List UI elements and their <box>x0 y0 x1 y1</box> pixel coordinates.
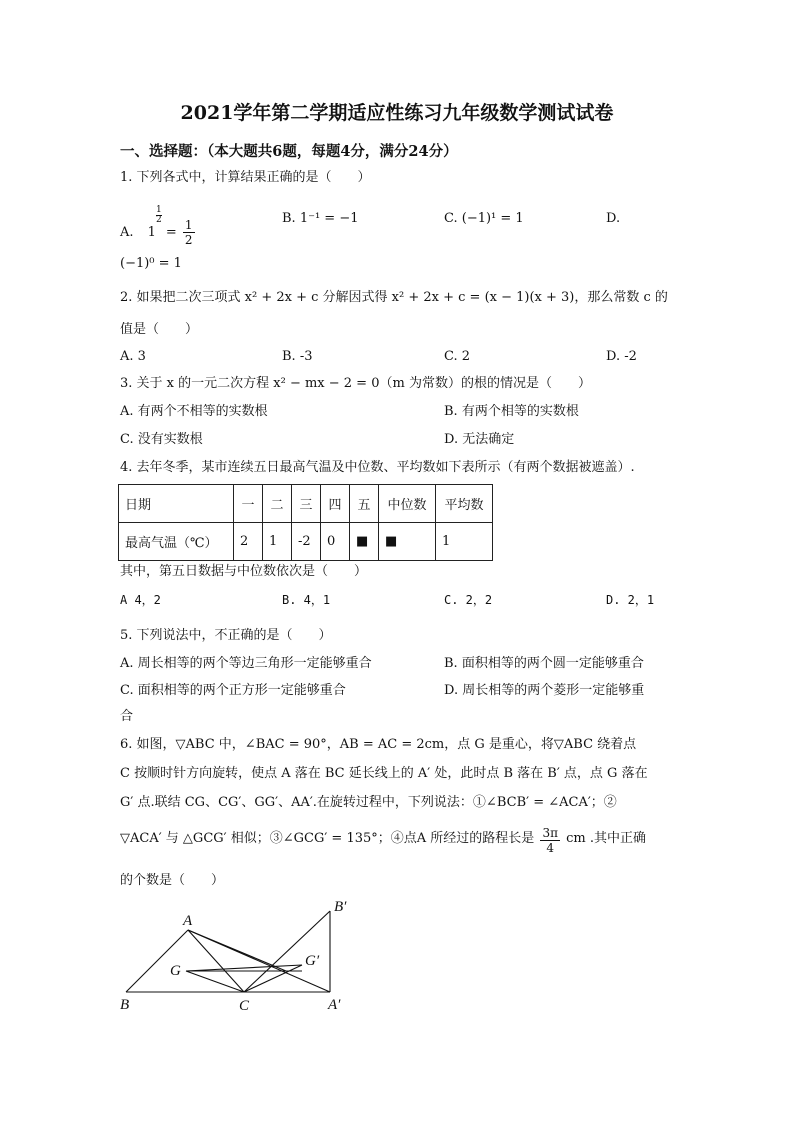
q1-option-d-label: D. <box>606 211 621 226</box>
q5-option-d: D. 周长相等的两个菱形一定能够重 <box>444 683 645 698</box>
line4-text: ▽ACA′ 与 △GCG′ 相似；③∠GCG′ = 135°；④点A 所经过的路程长是 <box>120 831 535 846</box>
table-cell: 2 <box>234 523 263 561</box>
line-ac <box>188 930 244 992</box>
q1-option-a: A. 1 $^{\frac{1}{2}}$ = $\frac{1}{2}$ <box>120 205 193 247</box>
table-cell: 日期 <box>119 485 234 523</box>
question-6-line2: C 按顺时针方向旋转，使点 A 落在 BC 延长线上的 A′ 处，此时点 B 落在 B′ 点，点 G 落在 <box>120 766 648 781</box>
q3-option-c: C. 没有实数根 <box>120 432 203 447</box>
line-cb1 <box>244 911 330 992</box>
frac-num: 3π <box>542 826 558 840</box>
q1-option-d-expr: (−1)⁰ = 1 <box>120 256 182 271</box>
q5-option-b: B. 面积相等的两个圆一定能够重合 <box>444 656 644 671</box>
q5-option-d-wrap: 合 <box>120 709 134 724</box>
table-cell: 中位数 <box>379 485 436 523</box>
question-6-line3: G′ 点.联结 CG、CG′、GG′、AA′.在旋转过程中，下列说法：①∠BCB′ = ∠ACA′；② <box>120 795 617 810</box>
line-ab <box>126 930 188 992</box>
q3-option-d: D. 无法确定 <box>444 432 515 447</box>
q2-option-c: C. 2 <box>444 349 471 364</box>
line-cg <box>186 971 244 992</box>
q4-option-c: C. 2，2 <box>444 593 493 607</box>
table-cell: 四 <box>321 485 350 523</box>
table-cell: ■ <box>350 523 379 561</box>
question-2-line1: 2. 如果把二次三项式 x² + 2x + c 分解因式得 x² + 2x + c = (x − 1)(x + 3)，那么常数 c 的 <box>120 290 668 305</box>
q1-option-b: B. 1⁻¹ = −1 <box>282 211 359 226</box>
exp-num: 1 <box>155 205 162 215</box>
q2-option-d: D. -2 <box>606 349 637 364</box>
rotation-figure <box>110 895 370 1015</box>
q5-option-a: A. 周长相等的两个等边三角形一定能够重合 <box>120 656 372 671</box>
question-6-line4 <box>120 826 646 855</box>
table-cell: 0 <box>321 523 350 561</box>
section-heading: 一、选择题：（本大题共6题，每题4分，满分24分） <box>120 143 458 160</box>
table-cell: 一 <box>234 485 263 523</box>
question-4-stem: 4. 去年冬季，某市连续五日最高气温及中位数、平均数如下表所示（有两个数据被遮盖）. <box>120 460 635 475</box>
q5-option-c: C. 面积相等的两个正方形一定能够重合 <box>120 683 346 698</box>
q4-option-d: D. 2，1 <box>606 593 655 607</box>
table-cell: 最高气温（℃） <box>119 523 234 561</box>
question-1-stem: 1. 下列各式中，计算结果正确的是（ ） <box>120 170 371 185</box>
table-cell: 平均数 <box>436 485 493 523</box>
frac-den: 4 <box>546 841 555 855</box>
question-4-question: 其中，第五日数据与中位数依次是（ ） <box>120 564 368 579</box>
table-cell: 五 <box>350 485 379 523</box>
label-a: A <box>183 913 193 929</box>
q3-option-a: A. 有两个不相等的实数根 <box>120 404 268 419</box>
q2-option-a: A. 3 <box>120 349 146 364</box>
temperature-table <box>118 484 493 561</box>
label-b: B <box>120 997 130 1013</box>
table-cell: 二 <box>263 485 292 523</box>
q4-option-a: A 4，2 <box>120 593 161 607</box>
label-g: G <box>170 963 181 979</box>
table-header-row <box>119 485 493 523</box>
line-cg1 <box>244 965 302 992</box>
question-5-stem: 5. 下列说法中，不正确的是（ ） <box>120 628 332 643</box>
table-cell: -2 <box>292 523 321 561</box>
line4-tail: cm .其中正确 <box>566 831 646 846</box>
page-title: 2021学年第二学期适应性练习九年级数学测试试卷 <box>180 102 614 124</box>
table-cell: 三 <box>292 485 321 523</box>
table-row <box>119 523 493 561</box>
frac-den: 2 <box>184 233 193 247</box>
label-a-prime: A′ <box>328 997 341 1013</box>
question-6-line5: 的个数是（ ） <box>120 873 225 888</box>
label-c: C <box>239 998 250 1014</box>
label-g-prime: G′ <box>305 953 320 969</box>
q3-option-b: B. 有两个相等的实数根 <box>444 404 579 419</box>
exp-den: 2 <box>155 215 162 225</box>
table-cell: ■ <box>379 523 436 561</box>
label-b-prime: B′ <box>334 899 347 915</box>
q4-option-b: B. 4，1 <box>282 593 331 607</box>
q1-option-c: C. (−1)¹ = 1 <box>444 211 524 226</box>
line-aux1 <box>188 930 286 971</box>
table-cell: 1 <box>436 523 493 561</box>
question-2-line2: 值是（ ） <box>120 322 199 337</box>
option-a-label: A. <box>120 225 134 240</box>
table-cell: 1 <box>263 523 292 561</box>
q2-option-b: B. -3 <box>282 349 313 364</box>
question-6-line1: 6. 如图，▽ABC 中，∠BAC = 90°，AB = AC = 2cm，点 G 是重心，将▽ABC 绕着点 <box>120 737 637 752</box>
question-3-stem: 3. 关于 x 的一元二次方程 x² − mx − 2 = 0（m 为常数）的根的情况是（ ） <box>120 376 591 391</box>
frac-num: 1 <box>184 218 193 232</box>
